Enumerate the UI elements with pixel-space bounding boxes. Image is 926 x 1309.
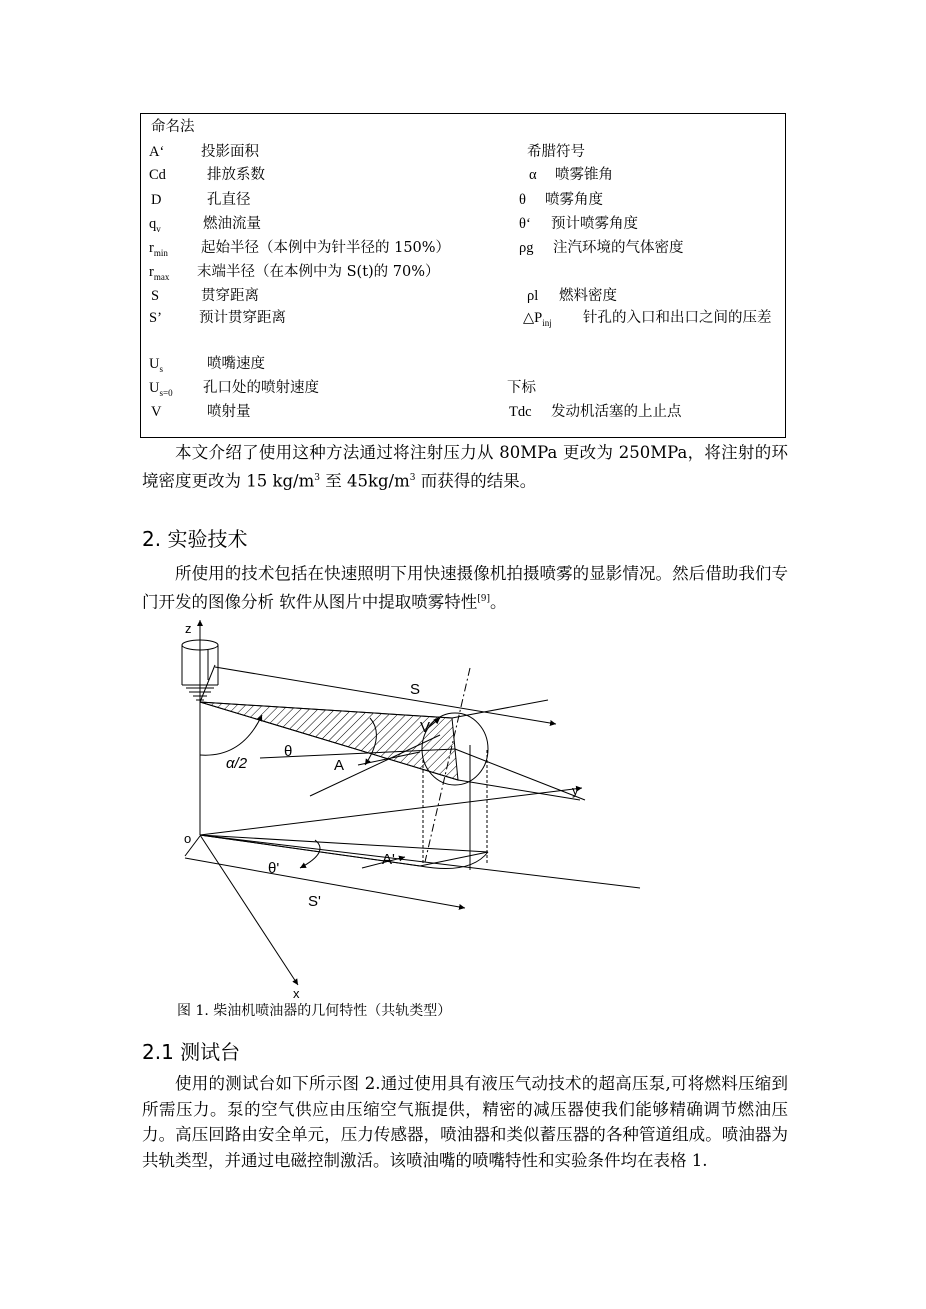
origin-label: o — [184, 831, 192, 846]
theta-prime-label: θ' — [268, 860, 280, 877]
nomen-desc: 起始半径（本例中为针半径的 150%） — [201, 240, 451, 256]
s-label: S — [410, 681, 421, 698]
nomen-desc: 排放系数 — [207, 167, 265, 183]
theta-label: θ — [284, 743, 293, 760]
v-label: V — [420, 719, 431, 736]
nomen-symbol: $U_s$ — [149, 356, 163, 374]
nomenclature-box — [140, 113, 786, 438]
nomen-symbol: ρg — [519, 240, 534, 256]
section-paragraph: 所使用的技术包括在快速照明下用快速摄像机拍摄喷雾的显影情况。然后借助我们专门开发的图像分析 软件从图片中提取喷雾特性[9]。 — [142, 564, 788, 611]
nomen-desc: 喷雾锥角 — [555, 167, 613, 183]
nomen-symbol: $r_{min}$ — [149, 240, 168, 258]
nomen-symbol: V — [151, 404, 162, 420]
section-heading: 2. 实验技术 — [142, 527, 248, 551]
z-label: z — [185, 621, 192, 636]
nomen-symbol: $r_{max}$ — [149, 264, 170, 282]
nomen-desc: 燃油流量 — [203, 216, 261, 232]
y-axis — [200, 788, 582, 835]
nomen-symbol: A‘ — [149, 144, 165, 160]
subsection-paragraph: 使用的测试台如下所示图 2.通过使用具有液压气动技术的超高压泵,可将燃料压缩到所需压力。泵的空气供应由压缩空气瓶提供，精密的减压器使我们能够精确调节燃油压力。高压回路由安全单元，压力传感器，喷油器和类似蓄压器的各种管道组成。喷油器为共轨类型，并通过电磁控制激活。该喷油嘴的喷嘴特性和实验条件均在表格 1. — [142, 1074, 788, 1170]
nomen-desc: 预计喷雾角度 — [551, 216, 638, 232]
nomen-symbol: Cd — [149, 167, 166, 183]
y-label: y — [572, 783, 579, 798]
nomen-symbol: $U_{s=0}$ — [149, 380, 173, 398]
nomen-symbol: α — [529, 167, 537, 183]
nomen-symbol: S — [151, 288, 160, 304]
alpha-half-label: α/2 — [226, 755, 248, 772]
a-label: A — [334, 757, 345, 774]
nomen-symbol: $\triangle P_{inj}$ — [523, 310, 552, 328]
nomen-desc: 贯穿距离 — [201, 288, 259, 304]
nomen-desc: 孔直径 — [207, 192, 251, 208]
nomen-symbol: $q_v$ — [149, 216, 161, 234]
a-prime-label: A' — [382, 851, 395, 868]
nomen-desc: 发动机活塞的上止点 — [551, 404, 682, 420]
greek-symbols-title: 希腊符号 — [527, 144, 585, 160]
nomen-symbol: θ — [519, 192, 526, 208]
nomen-symbol: D — [151, 192, 162, 208]
x-label: x — [293, 986, 300, 1000]
nomen-desc: 注汽环境的气体密度 — [553, 240, 684, 256]
x-axis — [200, 835, 298, 985]
projected-spray — [200, 835, 488, 866]
intro-paragraph: 本文介绍了使用这种方法通过将注射压力从 80MPa 更改为 250MPa，将注射的环境密度更改为 15 $kg/m^3$ 至 $45kg/m^3$ 而获得的结果。 — [142, 443, 788, 490]
injector-geometry-figure — [160, 610, 650, 1000]
nomen-desc: 投影面积 — [201, 144, 259, 160]
nomen-symbol: S’ — [149, 310, 162, 326]
subsection-heading: 2.1 测试台 — [142, 1040, 241, 1064]
nomen-desc: 末端半径（在本例中为 S(t)的 70%） — [197, 264, 440, 280]
s-prime-label: S' — [308, 893, 321, 910]
alpha-arc — [200, 715, 262, 755]
nomen-symbol: θ‘ — [519, 216, 531, 232]
figure-caption: 图 1. 柴油机喷油器的几何特性（共轨类型） — [177, 1003, 452, 1019]
subscript-title: 下标 — [507, 380, 536, 396]
nomen-desc: 喷射量 — [207, 404, 251, 420]
nomen-desc: 燃料密度 — [559, 288, 617, 304]
theta-prime-arc — [300, 840, 320, 868]
nomen-desc: 预计贯穿距离 — [199, 310, 286, 326]
nomenclature-title: 命名法 — [151, 119, 195, 135]
nomen-desc: 喷嘴速度 — [207, 356, 265, 372]
nomen-symbol: Tdc — [509, 404, 532, 420]
nomen-desc: 针孔的入口和出口之间的压差 — [583, 310, 772, 326]
nomen-symbol: ρl — [527, 288, 539, 304]
nomen-desc: 喷雾角度 — [545, 192, 603, 208]
nomen-desc: 孔口处的喷射速度 — [203, 380, 319, 396]
